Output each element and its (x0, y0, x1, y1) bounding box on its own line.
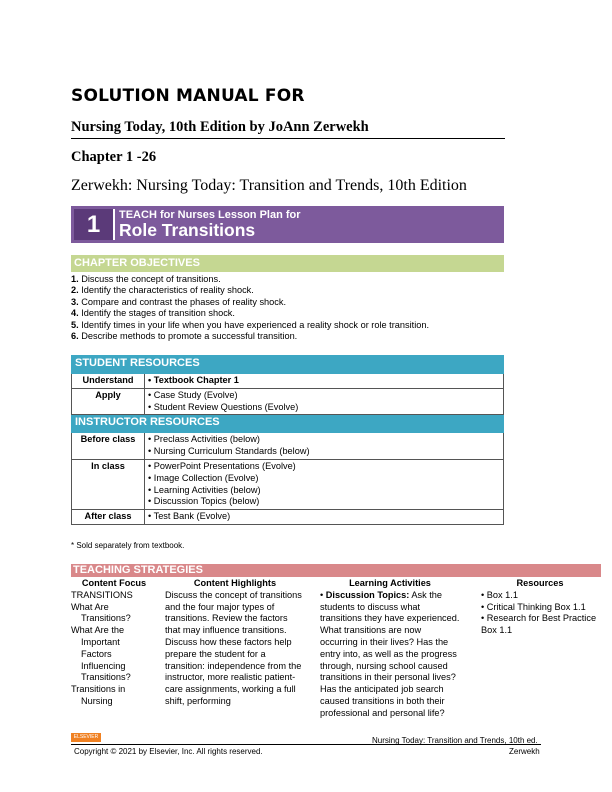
banner-line2: Role Transitions (119, 220, 256, 240)
resources-column: Resources • Box 1.1 • Critical Thinking Box 1.1 • Research for Best Practice Box 1.1 (481, 578, 597, 636)
objectives-list (71, 274, 429, 342)
table-row: Before class • Preclass Activities (below) • Nursing Curriculum Standards (below) (72, 433, 504, 460)
footnote: * Sold separately from textbook. (71, 541, 185, 550)
list-item: 6. Describe methods to promote a successful transition. (71, 331, 298, 342)
table-row: Apply • Case Study (Evolve) • Student Review Questions (Evolve) (72, 388, 504, 415)
chapter-number: 1 (74, 209, 115, 240)
book-subtitle: Nursing Today, 10th Edition by JoAnn Zerwekh (71, 119, 505, 139)
instructor-resources-heading: INSTRUCTOR RESOURCES (72, 415, 504, 433)
elsevier-logo: ELSEVIER (71, 733, 101, 742)
book-title: Zerwekh: Nursing Today: Transition and Trends, 10th Edition (71, 177, 467, 194)
teaching-strategies-heading: TEACHING STRATEGIES (71, 564, 601, 577)
list-item: 5. Identify times in your life when you have experienced a reality shock or role transition. (71, 319, 430, 330)
objectives-heading: CHAPTER OBJECTIVES (71, 255, 504, 272)
list-item: 1. Discuss the concept of transitions. (71, 274, 221, 284)
banner-line1: TEACH for Nurses Lesson Plan for (119, 209, 301, 221)
list-item: 2. Identify the characteristics of reality shock. (71, 285, 254, 296)
content-focus-column: Content Focus TRANSITIONS What Are Transitions? What Are the Important Factors Influencing Transitions? Transitions in Nursing (71, 578, 147, 706)
lesson-banner (71, 206, 504, 243)
copyright: Copyright © 2021 by Elsevier, Inc. All rights reserved. (74, 747, 263, 756)
footer-divider (71, 744, 541, 745)
content-highlights-column: Content Highlights Discuss the concept of transitions and the four major types of transitions. Review the factors that may influence transitions. Discuss how these factors help prepare the student for a transition: independence from the instructor, more realistic patient-care assignments, working a full shift, performing (165, 578, 302, 706)
table-row: After class • Test Bank (Evolve) (72, 510, 504, 525)
table-row: In class • PowerPoint Presentations (Evolve) • Image Collection (Evolve) • Learning Activities (below) • Discussion Topics (below) (72, 459, 504, 509)
resources-table (71, 355, 504, 525)
footer-author: Zerwekh (509, 747, 540, 756)
student-resources-heading: STUDENT RESOURCES (72, 356, 504, 374)
table-row: Understand • Textbook Chapter 1 (72, 374, 504, 389)
list-item: 3. Compare and contrast the phases of reality shock. (71, 296, 287, 307)
list-item: 4. Identify the stages of transition shock. (71, 308, 235, 319)
learning-activities-column: Learning Activities • Discussion Topics: Ask the students to discuss what transitions they have experienced. What transitions are now occurring in their lives? Has the entry into, as well as the progress through, nursing school caused transitions in their personal lives? Has the anticipated job search caused transitions in both their professional and personal life? (320, 578, 460, 718)
chapter-range: Chapter 1 -26 (71, 149, 157, 165)
page-title: SOLUTION MANUAL FOR (71, 86, 305, 106)
footer-book-title: Nursing Today: Transition and Trends, 10th ed. (372, 736, 538, 745)
